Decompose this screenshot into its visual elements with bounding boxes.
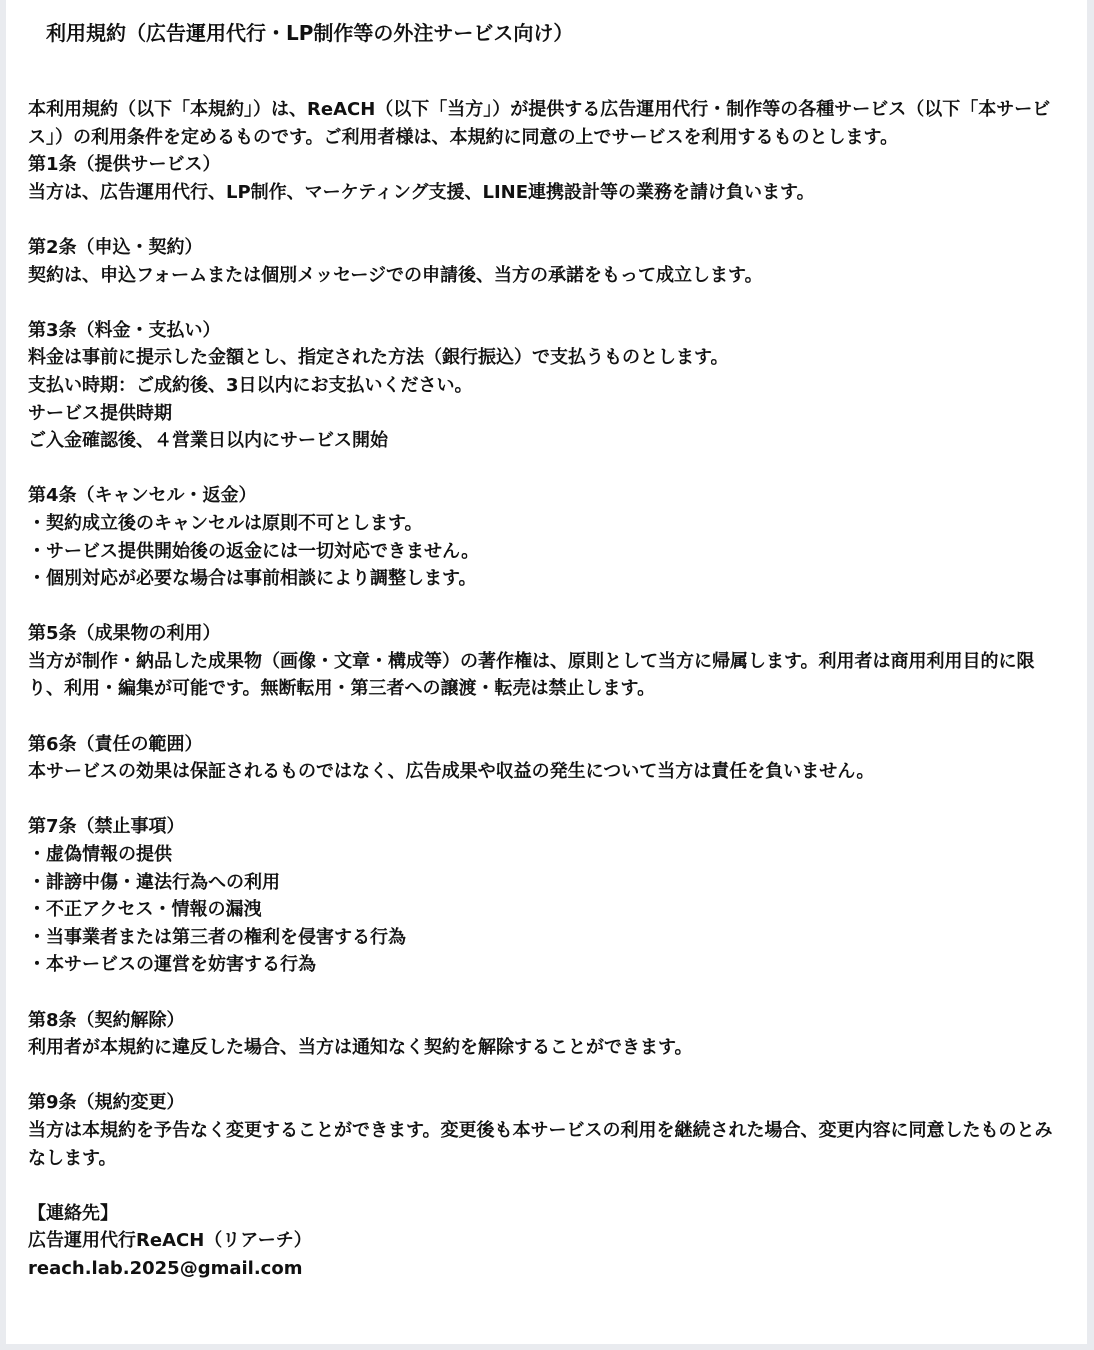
contact-section xyxy=(28,1200,1058,1283)
article-heading: 第6条（責任の範囲） xyxy=(28,733,203,755)
article-3 xyxy=(28,317,1058,455)
list-item: ・不正アクセス・情報の漏洩 xyxy=(28,899,262,921)
article-5 xyxy=(28,620,1058,703)
list-item: ・誹謗中傷・違法行為への利用 xyxy=(28,871,280,893)
article-text: 契約は、申込フォームまたは個別メッセージでの申請後、当方の承諾をもって成立します。 xyxy=(28,264,763,286)
list-item: ・虚偽情報の提供 xyxy=(28,844,172,866)
list-item: ・本サービスの運営を妨害する行為 xyxy=(28,954,316,976)
article-text: 利用者が本規約に違反した場合、当方は通知なく契約を解除することができます。 xyxy=(28,1037,693,1059)
contact-email[interactable] xyxy=(28,1255,1058,1283)
article-heading: 第4条（キャンセル・返金） xyxy=(28,485,257,507)
terms-body xyxy=(28,96,1058,1283)
article-text: 当方は本規約を予告なく変更することができます。変更後も本サービスの利用を継続された場合、変更内容に同意したものとみなします。 xyxy=(28,1119,1053,1169)
contact-heading: 【連絡先】 xyxy=(28,1202,118,1224)
article-9 xyxy=(28,1089,1058,1172)
article-8 xyxy=(28,1007,1058,1062)
email-link[interactable]: reach.lab.2025@gmail.com xyxy=(28,1257,303,1279)
article-heading: 第7条（禁止事項） xyxy=(28,816,185,838)
article-text: 支払い時期：ご成約後、3日以内にお支払いください。 xyxy=(28,374,473,396)
page-title: 利用規約（広告運用代行・LP制作等の外注サービス向け） xyxy=(46,21,574,45)
list-item: ・契約成立後のキャンセルは原則不可とします。 xyxy=(28,512,423,534)
article-heading: 第8条（契約解除） xyxy=(28,1009,185,1031)
article-text: サービス提供時期 xyxy=(28,402,172,424)
article-text: 当方が制作・納品した成果物（画像・文章・構成等）の著作権は、原則として当方に帰属します。利用者は商用利用目的に限り、利用・編集が可能です。無断転用・第三者への譲渡・転売は禁止します。 xyxy=(28,650,1035,700)
list-item: ・サービス提供開始後の返金には一切対応できません。 xyxy=(28,540,480,562)
article-heading: 第1条（提供サービス） xyxy=(28,154,221,176)
article-heading: 第5条（成果物の利用） xyxy=(28,623,221,645)
article-2 xyxy=(28,234,1058,289)
article-6 xyxy=(28,731,1058,786)
article-heading: 第3条（料金・支払い） xyxy=(28,319,221,341)
article-heading: 第9条（規約変更） xyxy=(28,1092,185,1114)
article-text: 当方は、広告運用代行、LP制作、マーケティング支援、LINE連携設計等の業務を請け負います。 xyxy=(28,181,815,203)
article-4 xyxy=(28,482,1058,592)
article-text: 料金は事前に提示した金額とし、指定された方法（銀行振込）で支払うものとします。 xyxy=(28,347,729,369)
article-1 xyxy=(28,151,1058,206)
article-7 xyxy=(28,813,1058,979)
list-item: ・個別対応が必要な場合は事前相談により調整します。 xyxy=(28,568,477,590)
intro-paragraph: 本利用規約（以下「本規約」）は、ReACH（以下「当方」）が提供する広告運用代行・制作等の各種サービス（以下「本サービス」）の利用条件を定めるものです。ご利用者様は、本規約に同意の上でサービスを利用するものとします。 xyxy=(28,99,1051,148)
list-item: ・当事業者または第三者の権利を侵害する行為 xyxy=(28,926,406,948)
article-heading: 第2条（申込・契約） xyxy=(28,236,203,258)
document-page xyxy=(6,0,1087,1344)
article-text: 本サービスの効果は保証されるものではなく、広告成果や収益の発生について当方は責任を負いません。 xyxy=(28,761,875,783)
article-text: ご入金確認後、４営業日以内にサービス開始 xyxy=(28,430,388,452)
contact-name: 広告運用代行ReACH（リアーチ） xyxy=(28,1230,312,1252)
